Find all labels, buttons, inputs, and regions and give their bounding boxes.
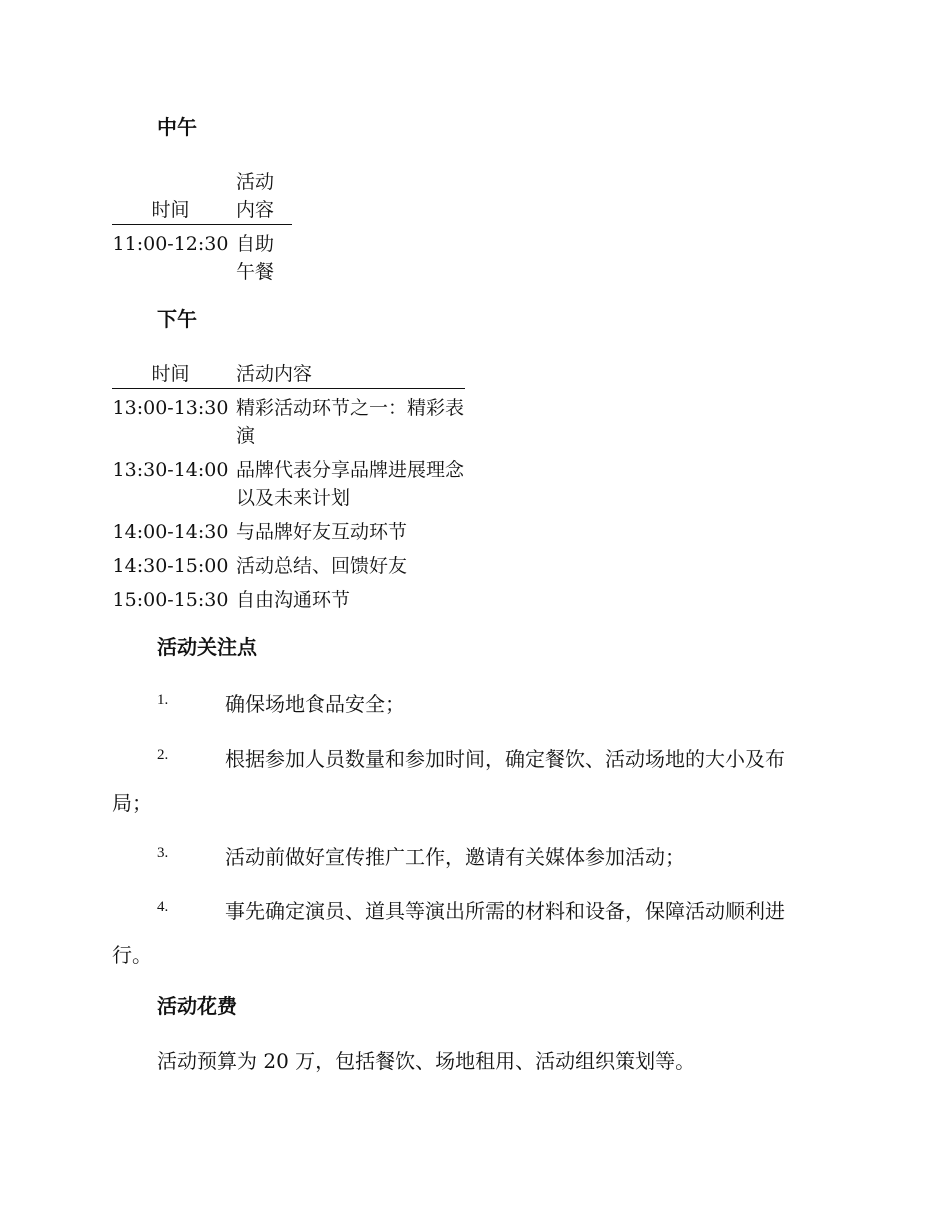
table-row [112, 450, 465, 512]
time-column-header: 时间 [112, 360, 236, 389]
activity-cell: 自助午餐 [236, 233, 275, 283]
activity-cell: 活动总结、回馈好友 [236, 555, 408, 577]
item-text-continuation: 行。 [112, 943, 152, 967]
noon-heading: 中午 [157, 115, 197, 139]
afternoon-schedule-table [112, 360, 465, 614]
time-column-header: 时间 [112, 168, 236, 225]
noon-schedule-table [112, 168, 292, 286]
time-cell: 15:00-15:30 [112, 589, 229, 611]
item-number: 1. [157, 692, 169, 708]
item-number: 2. [157, 747, 169, 763]
time-cell: 13:30-14:00 [112, 459, 229, 481]
time-cell: 14:30-15:00 [112, 555, 229, 577]
table-row [112, 512, 465, 546]
activity-cell: 自由沟通环节 [236, 589, 351, 611]
table-header-row [112, 168, 292, 225]
table-header-row [112, 360, 465, 389]
table-row [112, 225, 292, 287]
time-cell: 13:00-13:30 [112, 397, 229, 419]
cost-heading: 活动花费 [157, 994, 237, 1018]
table-row [112, 389, 465, 451]
item-text: 根据参加人员数量和参加时间，确定餐饮、活动场地的大小及布 [225, 747, 785, 771]
cost-paragraph: 活动预算为 20 万，包括餐饮、场地租用、活动组织策划等。 [157, 1049, 696, 1073]
activity-cell: 与品牌好友互动环节 [236, 521, 408, 543]
item-text: 事先确定演员、道具等演出所需的材料和设备，保障活动顺利进 [225, 899, 785, 923]
item-number: 3. [157, 845, 169, 861]
time-cell: 11:00-12:30 [112, 233, 229, 255]
item-text-continuation: 局； [112, 791, 152, 815]
table-row [112, 546, 465, 580]
item-text: 活动前做好宣传推广工作，邀请有关媒体参加活动； [225, 845, 685, 869]
table-row [112, 580, 465, 614]
time-cell: 14:00-14:30 [112, 521, 229, 543]
afternoon-heading: 下午 [157, 307, 197, 331]
focus-heading: 活动关注点 [157, 635, 257, 659]
activity-column-header: 活动内容 [236, 168, 292, 225]
item-text: 确保场地食品安全； [225, 692, 405, 716]
item-number: 4. [157, 899, 169, 915]
activity-column-header: 活动内容 [236, 360, 465, 389]
activity-cell: 精彩活动环节之一：精彩表演 [236, 397, 465, 447]
activity-cell: 品牌代表分享品牌进展理念以及未来计划 [236, 459, 465, 509]
